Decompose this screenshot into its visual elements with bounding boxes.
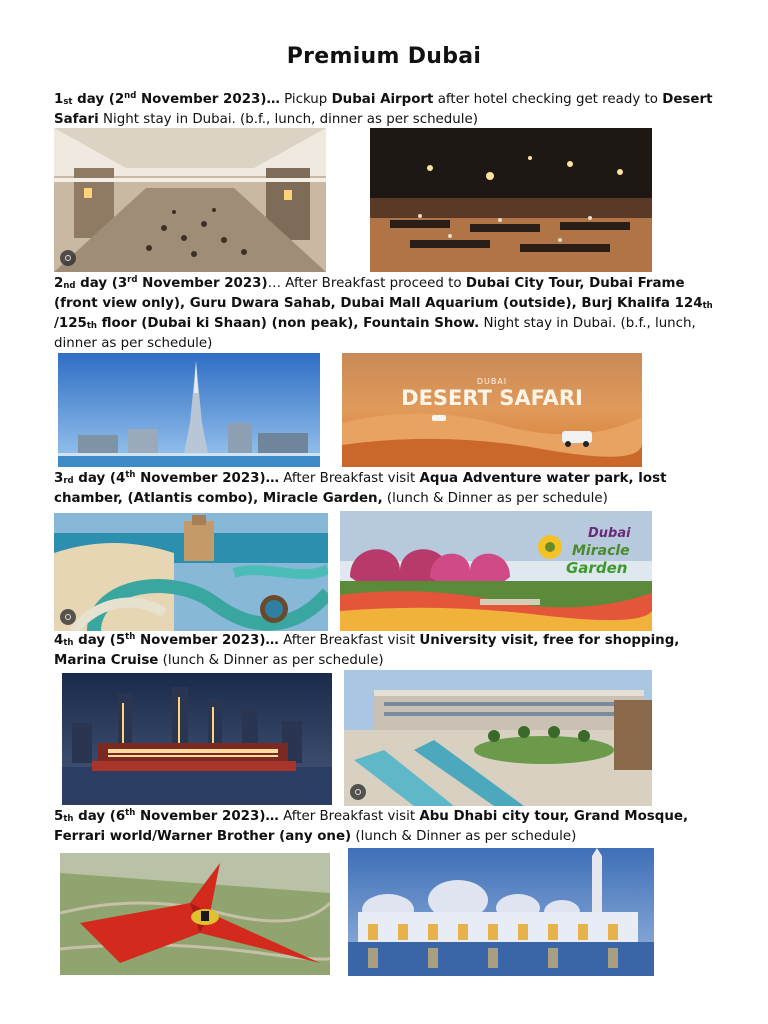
highlight-text: /125 bbox=[54, 316, 87, 331]
day-ordinal: th bbox=[63, 638, 74, 648]
day-2-text bbox=[54, 274, 724, 354]
desert-safari-night-photo bbox=[370, 128, 652, 272]
day-label: day (4 bbox=[73, 471, 126, 486]
date-ordinal: rd bbox=[127, 275, 138, 285]
body-text: … After Breakfast proceed to bbox=[267, 276, 466, 291]
university-photo bbox=[344, 670, 652, 806]
desert-safari-photo bbox=[342, 353, 642, 467]
burj-khalifa-photo bbox=[58, 353, 320, 467]
day-label: day (3 bbox=[75, 276, 128, 291]
grand-mosque-photo bbox=[348, 848, 654, 976]
day-heading bbox=[54, 92, 280, 107]
highlight-text: floor (Dubai ki Shaan) (non peak), Fountain Show. bbox=[96, 316, 480, 331]
day-number: 4 bbox=[54, 633, 64, 648]
day-ordinal: th bbox=[63, 814, 74, 824]
miracle-logo-text-3: Garden bbox=[566, 559, 628, 577]
day-ordinal: nd bbox=[63, 281, 76, 291]
day-5-text bbox=[54, 807, 724, 847]
image-lens-icon bbox=[350, 784, 366, 800]
body-text: (lunch & Dinner as per schedule) bbox=[158, 653, 384, 668]
day-1-text bbox=[54, 90, 724, 130]
miracle-logo-text-1: Dubai bbox=[588, 526, 631, 541]
body-text: Pickup bbox=[279, 92, 332, 107]
highlight-text: Aqua Adventure water park, lost chamber, (Atlantis combo), Miracle Garden, bbox=[54, 471, 667, 506]
date-ordinal: th bbox=[125, 808, 136, 818]
day-heading bbox=[54, 809, 279, 824]
day-number: 5 bbox=[54, 809, 64, 824]
date-month: November 2023)… bbox=[135, 471, 279, 486]
day-heading bbox=[54, 471, 279, 486]
aqua-adventure-photo bbox=[54, 513, 328, 631]
day-ordinal: rd bbox=[63, 476, 74, 486]
body-text: (lunch & Dinner as per schedule) bbox=[351, 829, 577, 844]
day-label: day (6 bbox=[73, 809, 126, 824]
dubai-airport-photo bbox=[54, 128, 326, 272]
page-title: Premium Dubai bbox=[286, 44, 482, 69]
date-month: November 2023)… bbox=[135, 633, 279, 648]
highlight-text: Desert Safari bbox=[54, 92, 713, 127]
highlight-text: Dubai Airport bbox=[331, 92, 434, 107]
body-text: Night stay in Dubai. (b.f., lunch, dinner as per schedule) bbox=[54, 316, 696, 351]
body-text: after hotel checking get ready to bbox=[433, 92, 663, 107]
image-lens-icon bbox=[60, 250, 76, 266]
day-4-text bbox=[54, 631, 724, 671]
highlight-text: Dubai City Tour, Dubai Frame (front view only), Guru Dwara Sahab, Dubai Mall Aquarium (outside), Burj Khalifa 124 bbox=[54, 276, 703, 311]
body-text: After Breakfast visit bbox=[278, 471, 420, 486]
desert-safari-big-text: DESERT SAFARI bbox=[401, 386, 583, 410]
day-label: day (5 bbox=[73, 633, 126, 648]
date-month: November 2023) bbox=[137, 276, 268, 291]
ferrari-world-photo bbox=[60, 853, 330, 975]
image-lens-icon bbox=[60, 609, 76, 625]
body-text: Night stay in Dubai. (b.f., lunch, dinner as per schedule) bbox=[98, 112, 478, 127]
date-month: November 2023)… bbox=[136, 92, 280, 107]
day-number: 1 bbox=[54, 92, 64, 107]
date-ordinal: th bbox=[125, 470, 136, 480]
date-ordinal: th bbox=[125, 632, 136, 642]
day-3-text bbox=[54, 469, 724, 509]
day-ordinal: st bbox=[63, 97, 73, 107]
highlight-text: Abu Dhabi city tour, Grand Mosque, Ferrari world/Warner Brother (any one) bbox=[54, 809, 689, 844]
miracle-logo-text-2: Miracle bbox=[572, 543, 630, 559]
marina-cruise-photo bbox=[62, 673, 332, 805]
date-ordinal: nd bbox=[124, 91, 137, 101]
day-number: 3 bbox=[54, 471, 64, 486]
body-text: (lunch & Dinner as per schedule) bbox=[382, 491, 608, 506]
miracle-garden-photo bbox=[340, 511, 652, 631]
desert-safari-small-text: DUBAI bbox=[476, 377, 508, 386]
highlight-text: th bbox=[86, 321, 97, 331]
body-text: After Breakfast visit bbox=[278, 633, 420, 648]
day-heading bbox=[54, 633, 279, 648]
day-heading bbox=[54, 276, 268, 291]
highlight-text: University visit, free for shopping, Marina Cruise bbox=[54, 633, 680, 668]
date-month: November 2023)… bbox=[135, 809, 279, 824]
day-number: 2 bbox=[54, 276, 64, 291]
highlight-text: th bbox=[702, 301, 713, 311]
body-text: After Breakfast visit bbox=[278, 809, 420, 824]
day-label: day (2 bbox=[72, 92, 125, 107]
